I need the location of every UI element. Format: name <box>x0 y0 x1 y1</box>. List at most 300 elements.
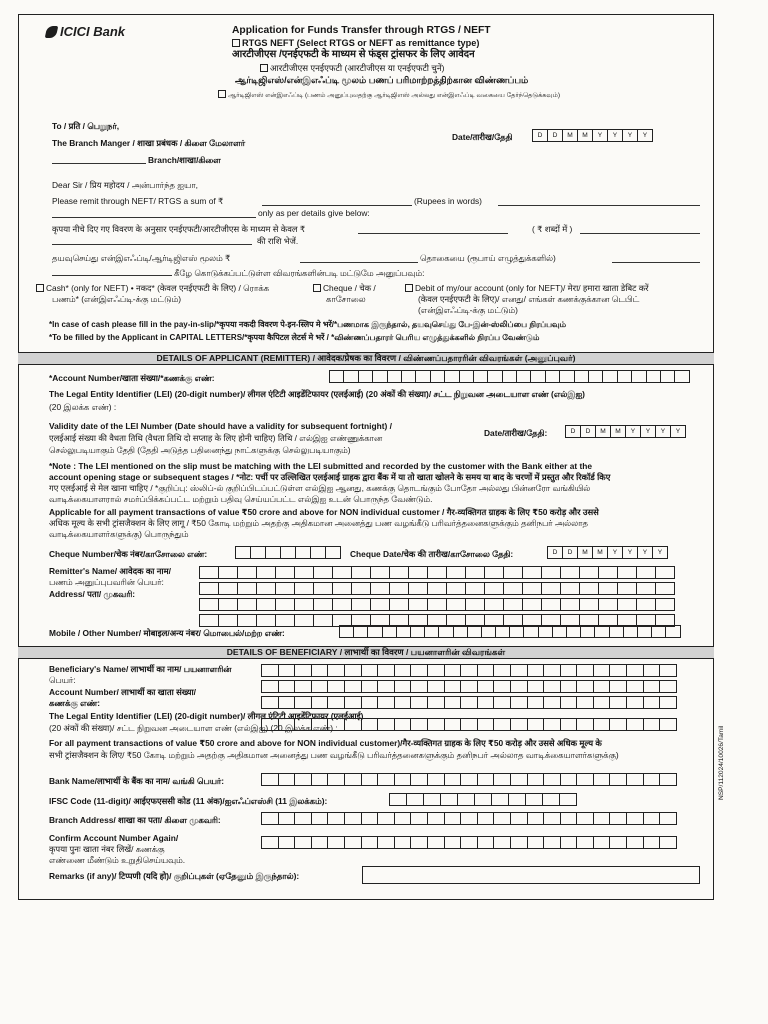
input-box[interactable] <box>509 625 524 638</box>
input-box[interactable]: D <box>547 546 563 559</box>
input-box[interactable] <box>410 625 425 638</box>
beneficiary-account-boxes[interactable] <box>262 696 677 709</box>
input-box[interactable]: M <box>592 546 608 559</box>
input-box[interactable] <box>674 370 689 383</box>
input-box[interactable] <box>294 566 314 579</box>
amount-field[interactable] <box>262 205 412 206</box>
input-box[interactable] <box>361 664 379 677</box>
input-box[interactable] <box>467 625 482 638</box>
input-box[interactable] <box>261 680 279 693</box>
input-box[interactable] <box>460 773 478 786</box>
input-box[interactable] <box>427 836 445 849</box>
input-box[interactable] <box>560 664 578 677</box>
input-box[interactable] <box>510 773 528 786</box>
input-box[interactable] <box>460 664 478 677</box>
input-box[interactable] <box>394 836 412 849</box>
input-box[interactable] <box>351 582 371 595</box>
input-box[interactable] <box>609 773 627 786</box>
input-box[interactable] <box>310 546 326 559</box>
input-box[interactable] <box>491 793 509 806</box>
input-box[interactable] <box>659 718 677 731</box>
input-box[interactable] <box>311 680 329 693</box>
input-box[interactable] <box>617 566 637 579</box>
input-box[interactable] <box>453 625 468 638</box>
input-box[interactable] <box>665 625 680 638</box>
input-box[interactable] <box>543 696 561 709</box>
beneficiary-name-boxes-2[interactable] <box>262 680 677 693</box>
input-box[interactable] <box>313 614 333 627</box>
input-box[interactable]: M <box>577 546 593 559</box>
input-box[interactable] <box>427 718 445 731</box>
input-box[interactable] <box>503 582 523 595</box>
input-box[interactable] <box>543 664 561 677</box>
input-box[interactable] <box>438 625 453 638</box>
input-box[interactable] <box>465 598 485 611</box>
input-box[interactable] <box>344 812 362 825</box>
input-box[interactable]: Y <box>640 425 656 438</box>
date-boxes[interactable] <box>533 129 653 142</box>
input-box[interactable] <box>545 370 560 383</box>
input-box[interactable] <box>218 614 238 627</box>
input-box[interactable] <box>294 614 314 627</box>
input-box[interactable] <box>543 836 561 849</box>
input-box[interactable] <box>493 773 511 786</box>
input-box[interactable] <box>609 625 624 638</box>
input-box[interactable] <box>473 370 488 383</box>
input-box[interactable] <box>617 370 632 383</box>
input-box[interactable] <box>261 664 279 677</box>
input-box[interactable] <box>440 793 458 806</box>
input-box[interactable] <box>294 598 314 611</box>
input-box[interactable] <box>294 680 312 693</box>
input-box[interactable] <box>541 598 561 611</box>
amount-field-hi[interactable] <box>358 233 508 234</box>
input-box[interactable] <box>344 696 362 709</box>
input-box[interactable] <box>510 680 528 693</box>
input-box[interactable] <box>370 582 390 595</box>
input-box[interactable] <box>327 718 345 731</box>
input-box[interactable]: Y <box>670 425 686 438</box>
input-box[interactable]: Y <box>607 129 623 142</box>
input-box[interactable] <box>643 773 661 786</box>
input-box[interactable] <box>655 582 675 595</box>
input-box[interactable] <box>294 773 312 786</box>
input-box[interactable] <box>430 370 445 383</box>
remittance-checkbox-ta[interactable] <box>218 90 226 98</box>
input-box[interactable] <box>294 664 312 677</box>
input-box[interactable] <box>593 680 611 693</box>
input-box[interactable] <box>377 664 395 677</box>
input-box[interactable] <box>361 812 379 825</box>
input-box[interactable] <box>278 664 296 677</box>
input-box[interactable] <box>477 664 495 677</box>
input-box[interactable] <box>460 836 478 849</box>
input-box[interactable] <box>626 664 644 677</box>
input-box[interactable] <box>410 680 428 693</box>
input-box[interactable] <box>560 582 580 595</box>
input-box[interactable] <box>278 836 296 849</box>
input-box[interactable] <box>602 370 617 383</box>
input-box[interactable] <box>389 566 409 579</box>
input-box[interactable] <box>493 812 511 825</box>
input-box[interactable] <box>415 370 430 383</box>
input-box[interactable] <box>344 718 362 731</box>
input-box[interactable] <box>503 598 523 611</box>
input-box[interactable] <box>361 718 379 731</box>
input-box[interactable] <box>237 582 257 595</box>
input-box[interactable] <box>370 566 390 579</box>
input-box[interactable] <box>444 370 459 383</box>
input-box[interactable] <box>278 680 296 693</box>
input-box[interactable] <box>576 680 594 693</box>
input-box[interactable] <box>377 696 395 709</box>
input-box[interactable] <box>593 812 611 825</box>
input-box[interactable] <box>394 664 412 677</box>
input-box[interactable] <box>477 696 495 709</box>
input-box[interactable] <box>495 625 510 638</box>
input-box[interactable] <box>410 773 428 786</box>
input-box[interactable] <box>339 625 354 638</box>
amount-words-line2-ta[interactable] <box>52 275 172 276</box>
input-box[interactable] <box>527 836 545 849</box>
input-box[interactable] <box>275 582 295 595</box>
input-box[interactable] <box>560 773 578 786</box>
input-box[interactable] <box>510 696 528 709</box>
input-box[interactable] <box>617 598 637 611</box>
input-box[interactable] <box>542 793 560 806</box>
input-box[interactable] <box>460 696 478 709</box>
input-box[interactable] <box>199 582 219 595</box>
input-box[interactable] <box>410 836 428 849</box>
input-box[interactable] <box>394 812 412 825</box>
input-box[interactable] <box>626 680 644 693</box>
amount-words-field-hi[interactable] <box>580 233 700 234</box>
input-box[interactable]: Y <box>592 129 608 142</box>
input-box[interactable] <box>343 370 358 383</box>
input-box[interactable] <box>377 680 395 693</box>
input-box[interactable] <box>351 598 371 611</box>
input-box[interactable] <box>481 625 496 638</box>
input-box[interactable] <box>275 566 295 579</box>
input-box[interactable] <box>327 664 345 677</box>
input-box[interactable] <box>460 680 478 693</box>
input-box[interactable] <box>250 546 266 559</box>
input-box[interactable]: Y <box>637 546 653 559</box>
input-box[interactable] <box>256 614 276 627</box>
input-box[interactable] <box>278 718 296 731</box>
input-box[interactable] <box>560 812 578 825</box>
input-box[interactable] <box>265 546 281 559</box>
input-box[interactable]: M <box>577 129 593 142</box>
input-box[interactable]: D <box>562 546 578 559</box>
input-box[interactable] <box>427 696 445 709</box>
input-box[interactable] <box>636 566 656 579</box>
input-box[interactable]: M <box>595 425 611 438</box>
input-box[interactable] <box>593 773 611 786</box>
input-box[interactable] <box>410 696 428 709</box>
input-box[interactable] <box>256 598 276 611</box>
input-box[interactable] <box>659 773 677 786</box>
input-box[interactable] <box>372 370 387 383</box>
input-box[interactable] <box>344 836 362 849</box>
input-box[interactable] <box>280 546 296 559</box>
input-box[interactable] <box>361 836 379 849</box>
remitter-name-boxes[interactable] <box>200 566 675 579</box>
input-box[interactable] <box>361 773 379 786</box>
branch-name-field[interactable] <box>52 163 146 164</box>
input-box[interactable]: M <box>610 425 626 438</box>
ifsc-boxes[interactable] <box>390 793 577 806</box>
input-box[interactable] <box>444 773 462 786</box>
input-box[interactable] <box>427 566 447 579</box>
cheque-number-boxes[interactable] <box>236 546 341 559</box>
input-box[interactable] <box>609 696 627 709</box>
input-box[interactable] <box>311 696 329 709</box>
input-box[interactable] <box>256 566 276 579</box>
input-box[interactable] <box>408 566 428 579</box>
input-box[interactable] <box>522 566 542 579</box>
input-box[interactable] <box>508 793 526 806</box>
input-box[interactable] <box>510 664 528 677</box>
input-box[interactable] <box>311 773 329 786</box>
input-box[interactable] <box>609 664 627 677</box>
input-box[interactable] <box>598 566 618 579</box>
input-box[interactable] <box>459 370 474 383</box>
input-box[interactable] <box>579 598 599 611</box>
input-box[interactable] <box>344 680 362 693</box>
input-box[interactable] <box>444 664 462 677</box>
input-box[interactable] <box>477 812 495 825</box>
input-box[interactable] <box>522 582 542 595</box>
input-box[interactable] <box>631 370 646 383</box>
input-box[interactable] <box>261 696 279 709</box>
input-box[interactable] <box>510 718 528 731</box>
input-box[interactable] <box>576 773 594 786</box>
input-box[interactable] <box>446 566 466 579</box>
input-box[interactable] <box>598 598 618 611</box>
input-box[interactable] <box>237 614 257 627</box>
input-box[interactable] <box>626 836 644 849</box>
input-box[interactable]: Y <box>652 546 668 559</box>
input-box[interactable] <box>560 836 578 849</box>
input-box[interactable] <box>593 718 611 731</box>
input-box[interactable] <box>199 614 219 627</box>
input-box[interactable] <box>427 773 445 786</box>
input-box[interactable]: Y <box>622 546 638 559</box>
input-box[interactable] <box>295 546 311 559</box>
input-box[interactable] <box>588 370 603 383</box>
input-box[interactable] <box>527 773 545 786</box>
input-box[interactable] <box>655 598 675 611</box>
input-box[interactable] <box>311 718 329 731</box>
input-box[interactable] <box>527 696 545 709</box>
input-box[interactable] <box>377 836 395 849</box>
input-box[interactable]: Y <box>625 425 641 438</box>
input-box[interactable] <box>311 836 329 849</box>
input-box[interactable] <box>327 836 345 849</box>
input-box[interactable] <box>408 582 428 595</box>
input-box[interactable] <box>278 696 296 709</box>
cheque-date-boxes[interactable] <box>548 546 668 559</box>
input-box[interactable] <box>559 370 574 383</box>
input-box[interactable] <box>406 793 424 806</box>
input-box[interactable] <box>576 664 594 677</box>
input-box[interactable] <box>444 812 462 825</box>
input-box[interactable] <box>329 370 344 383</box>
input-box[interactable]: Y <box>622 129 638 142</box>
input-box[interactable] <box>541 566 561 579</box>
beneficiary-lei-boxes[interactable] <box>262 718 677 731</box>
input-box[interactable] <box>344 664 362 677</box>
input-box[interactable] <box>218 566 238 579</box>
input-box[interactable] <box>651 625 666 638</box>
cash-checkbox[interactable] <box>36 284 44 292</box>
input-box[interactable] <box>660 370 675 383</box>
input-box[interactable] <box>465 582 485 595</box>
input-box[interactable] <box>218 582 238 595</box>
input-box[interactable] <box>275 598 295 611</box>
input-box[interactable] <box>659 836 677 849</box>
input-box[interactable] <box>560 718 578 731</box>
input-box[interactable] <box>525 793 543 806</box>
input-box[interactable]: Y <box>607 546 623 559</box>
input-box[interactable] <box>444 836 462 849</box>
input-box[interactable] <box>593 664 611 677</box>
input-box[interactable] <box>593 836 611 849</box>
input-box[interactable] <box>560 696 578 709</box>
input-box[interactable] <box>646 370 661 383</box>
input-box[interactable] <box>444 718 462 731</box>
input-box[interactable] <box>598 582 618 595</box>
input-box[interactable] <box>637 625 652 638</box>
input-box[interactable] <box>424 625 439 638</box>
input-box[interactable] <box>484 598 504 611</box>
input-box[interactable] <box>510 812 528 825</box>
input-box[interactable] <box>377 812 395 825</box>
input-box[interactable] <box>327 812 345 825</box>
input-box[interactable] <box>623 625 638 638</box>
input-box[interactable] <box>527 680 545 693</box>
input-box[interactable] <box>626 773 644 786</box>
input-box[interactable]: D <box>580 425 596 438</box>
input-box[interactable] <box>396 625 411 638</box>
input-box[interactable] <box>344 773 362 786</box>
input-box[interactable] <box>294 696 312 709</box>
input-box[interactable] <box>332 598 352 611</box>
input-box[interactable] <box>502 370 517 383</box>
address-boxes[interactable] <box>200 598 675 611</box>
input-box[interactable] <box>617 582 637 595</box>
input-box[interactable] <box>527 718 545 731</box>
input-box[interactable] <box>394 718 412 731</box>
input-box[interactable] <box>410 664 428 677</box>
input-box[interactable] <box>427 664 445 677</box>
input-box[interactable] <box>609 718 627 731</box>
input-box[interactable] <box>256 582 276 595</box>
input-box[interactable] <box>560 566 580 579</box>
input-box[interactable] <box>423 793 441 806</box>
input-box[interactable] <box>576 718 594 731</box>
input-box[interactable] <box>313 582 333 595</box>
input-box[interactable] <box>294 836 312 849</box>
input-box[interactable] <box>465 566 485 579</box>
input-box[interactable] <box>370 598 390 611</box>
input-box[interactable] <box>493 664 511 677</box>
input-box[interactable] <box>410 718 428 731</box>
input-box[interactable] <box>503 566 523 579</box>
input-box[interactable] <box>576 696 594 709</box>
amount-words-line2[interactable] <box>52 217 256 218</box>
input-box[interactable] <box>566 625 581 638</box>
input-box[interactable] <box>294 582 314 595</box>
input-box[interactable]: D <box>565 425 581 438</box>
input-box[interactable] <box>327 696 345 709</box>
amount-field-ta[interactable] <box>300 262 418 263</box>
input-box[interactable] <box>510 836 528 849</box>
input-box[interactable] <box>636 598 656 611</box>
input-box[interactable] <box>643 718 661 731</box>
input-box[interactable]: D <box>532 129 548 142</box>
input-box[interactable] <box>444 696 462 709</box>
amount-words-field[interactable] <box>498 205 700 206</box>
input-box[interactable] <box>351 566 371 579</box>
account-number-boxes[interactable] <box>330 370 690 383</box>
input-box[interactable] <box>659 812 677 825</box>
input-box[interactable] <box>636 582 656 595</box>
branch-address-boxes[interactable] <box>262 812 677 825</box>
input-box[interactable] <box>643 812 661 825</box>
input-box[interactable] <box>527 812 545 825</box>
input-box[interactable] <box>487 370 502 383</box>
input-box[interactable] <box>427 812 445 825</box>
confirm-account-boxes[interactable] <box>262 836 677 849</box>
input-box[interactable] <box>659 664 677 677</box>
input-box[interactable] <box>477 836 495 849</box>
input-box[interactable] <box>361 696 379 709</box>
debit-checkbox[interactable] <box>405 284 413 292</box>
input-box[interactable]: M <box>562 129 578 142</box>
validity-date-boxes[interactable] <box>566 425 686 438</box>
input-box[interactable] <box>493 836 511 849</box>
input-box[interactable] <box>377 773 395 786</box>
input-box[interactable] <box>477 773 495 786</box>
input-box[interactable] <box>235 546 251 559</box>
input-box[interactable] <box>394 680 412 693</box>
input-box[interactable]: Y <box>655 425 671 438</box>
input-box[interactable] <box>538 625 553 638</box>
input-box[interactable] <box>275 614 295 627</box>
input-box[interactable] <box>560 598 580 611</box>
input-box[interactable] <box>460 812 478 825</box>
input-box[interactable] <box>522 598 542 611</box>
input-box[interactable] <box>332 566 352 579</box>
input-box[interactable] <box>609 812 627 825</box>
input-box[interactable] <box>382 625 397 638</box>
input-box[interactable] <box>261 718 279 731</box>
input-box[interactable] <box>655 566 675 579</box>
input-box[interactable] <box>353 625 368 638</box>
input-box[interactable] <box>523 625 538 638</box>
input-box[interactable] <box>408 598 428 611</box>
input-box[interactable]: D <box>547 129 563 142</box>
input-box[interactable] <box>574 370 589 383</box>
input-box[interactable] <box>530 370 545 383</box>
input-box[interactable] <box>311 664 329 677</box>
input-box[interactable] <box>474 793 492 806</box>
input-box[interactable] <box>278 812 296 825</box>
input-box[interactable] <box>609 836 627 849</box>
input-box[interactable] <box>199 598 219 611</box>
